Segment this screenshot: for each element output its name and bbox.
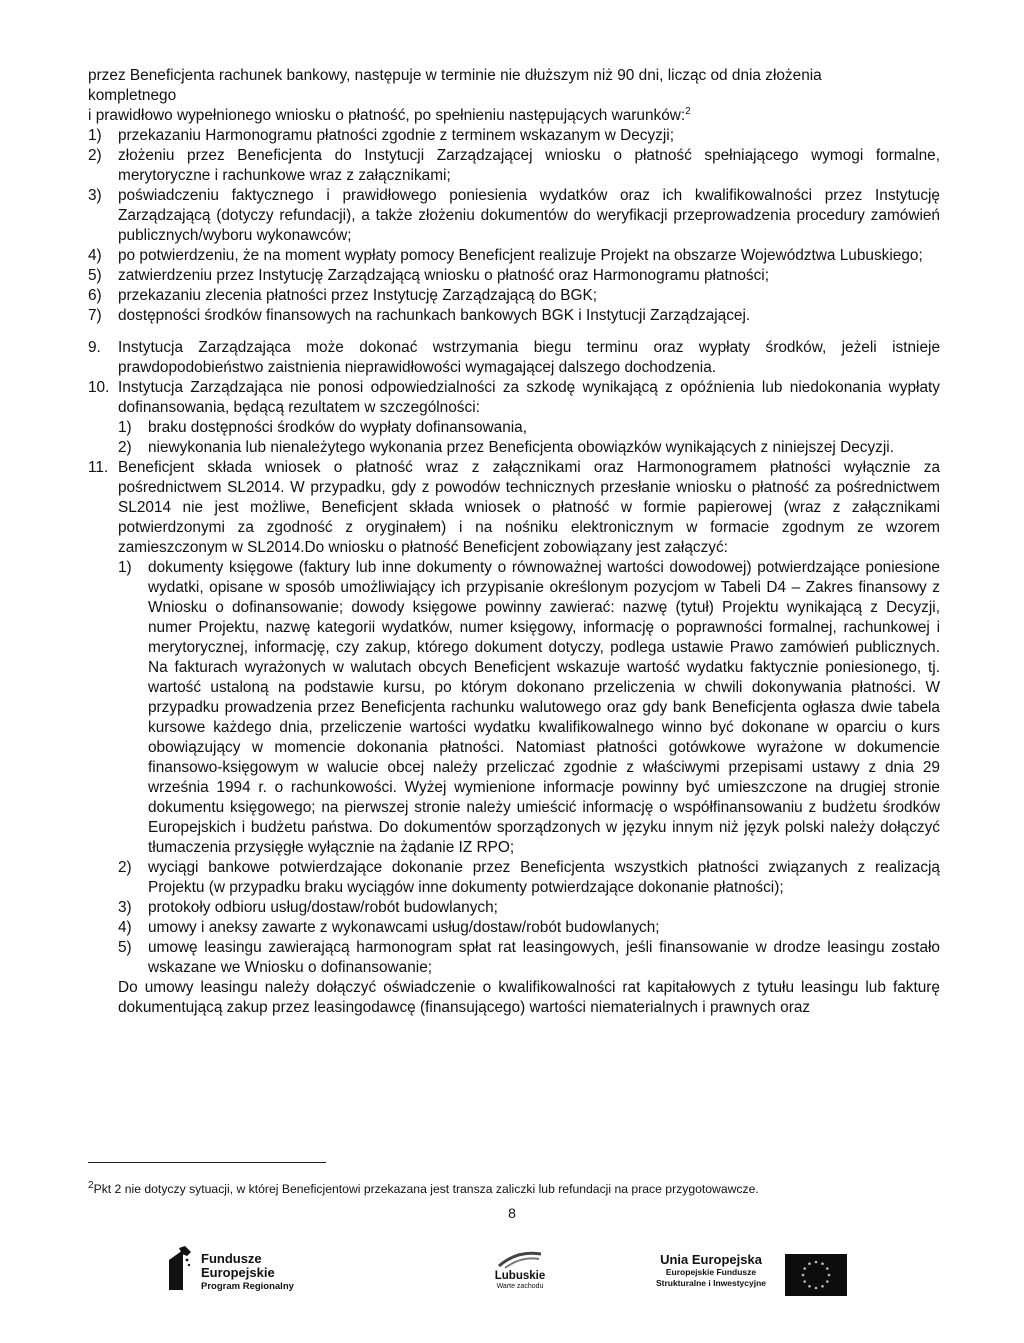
condition-number: 2) (88, 147, 102, 164)
list-item-text: braku dostępności środków do wypłaty dofinansowania, (148, 419, 528, 436)
condition-text: przekazaniu Harmonogramu płatności zgodnie z terminem wskazanym w Decyzji; (118, 127, 674, 144)
condition-item (88, 266, 940, 286)
condition-text: po potwierdzeniu, że na moment wypłaty pomocy Beneficjent realizuje Projekt na obszarze Województwa Lubuskiego; (118, 247, 923, 264)
condition-number: 7) (88, 307, 102, 324)
condition-item (88, 146, 940, 186)
fundusze-europejskie-logo (165, 1246, 335, 1298)
condition-text: poświadczeniu faktycznego i prawidłowego poniesienia wydatków oraz ich kwalifikowalności przez Instytucję Zarządzającą (dotyczy refundacji), a także złożeniu dokumentów do weryfikacji przeprowadzenia procedury zamówień publicznych/wyboru wykonawców; (118, 187, 940, 244)
fe-subtitle: Program Regionalny (201, 1281, 294, 1292)
paragraph-number: 11. (88, 459, 109, 476)
list-item (118, 898, 940, 918)
list-item-number: 5) (118, 939, 132, 956)
page-number: 8 (508, 1205, 516, 1221)
list-item-text: niewykonania lub nienależytego wykonania przez Beneficjenta obowiązków wynikających z niniejszej Decyzji. (148, 439, 894, 456)
paragraph-10 (88, 378, 940, 458)
condition-number: 3) (88, 187, 102, 204)
condition-item (88, 246, 940, 266)
fundusze-europejskie-icon (165, 1246, 191, 1292)
lubuskie-swoosh-icon (497, 1248, 543, 1270)
list-item (118, 858, 940, 898)
intro-line-2: kompletnego (88, 87, 177, 104)
paragraph-11 (88, 458, 940, 1018)
intro-line-3-text: i prawidłowo wypełnionego wniosku o płatność, po spełnieniu następujących warunków: (88, 107, 686, 124)
lubuskie-logo (465, 1248, 575, 1296)
list-item-number: 3) (118, 899, 132, 916)
paragraph-closing-text: Do umowy leasingu należy dołączyć oświadczenie o kwalifikowalności rat kapitałowych z tytułu leasingu lub fakturę dokumentującą zakup przez leasingodawcę (finansującego) wartości niematerialnych i prawnych oraz (118, 979, 940, 1016)
list-item (118, 938, 940, 978)
condition-text: złożeniu przez Beneficjenta do Instytucji Zarządzającej wniosku o płatność spełniającego wymogi formalne, merytoryczne i rachunkowe wraz z załącznikami; (118, 147, 940, 184)
paragraph-text: Beneficjent składa wniosek o płatność wraz z załącznikami oraz Harmonogramem płatności wyłącznie za pośrednictwem SL2014. W przypadku, gdy z powodów technicznych przesłanie wniosku o płatność za pośrednictwem SL2014 nie jest możliwe, Beneficjent składa wniosek o płatność w formie papierowej (wraz z załącznikami potwierdzonymi za zgodność z oryginałem) i na nośniku elektronicznym w formacie zgodnym ze wzorem zamieszczonym w SL2014.Do wniosku o płatność Beneficjent zobowiązany jest załączyć: (118, 459, 940, 556)
fe-title-line-1: Fundusze (201, 1251, 262, 1266)
list-item-text: umowę leasingu zawierającą harmonogram spłat rat leasingowych, jeśli finansowanie w drodze leasingu zostało wskazane we Wniosku o dofinansowanie; (148, 939, 940, 976)
condition-number: 1) (88, 127, 102, 144)
list-item-text: umowy i aneksy zawarte z wykonawcami usług/dostaw/robót budowlanych; (148, 919, 660, 936)
list-item-text: protokoły odbioru usług/dostaw/robót budowlanych; (148, 899, 498, 916)
list-item-number: 1) (118, 559, 132, 576)
footnote-separator (88, 1162, 326, 1163)
footnote (88, 1181, 948, 1197)
condition-number: 6) (88, 287, 102, 304)
document-body (88, 66, 940, 1018)
list-item (118, 418, 940, 438)
footnote-text: Pkt 2 nie dotyczy sytuacji, w której Beneficjentowi przekazana jest transza zaliczki lub refundacji na prace przygotowawcze. (93, 1182, 759, 1196)
list-item-number: 2) (118, 439, 132, 456)
list-item-number: 2) (118, 859, 132, 876)
condition-item (88, 286, 940, 306)
condition-number: 4) (88, 247, 102, 264)
condition-item (88, 306, 940, 326)
paragraph-number: 10. (88, 379, 110, 396)
list-item-text: dokumenty księgowe (faktury lub inne dokumenty o równoważnej wartości dowodowej) potwierdzające poniesione wydatki, opisane w sposób umożliwiający ich przypisanie określonym pozycjom w Tabeli D4 – Zakres finansowy z Wniosku o dofinansowanie; dowody księgowe powinny zawierać: nazwę (tytuł) Projektu wynikającą z Decyzji, numer Projektu, nazwę kategorii wydatków, numer księgowy, informację o poprawności formalnej, rachunkowej i merytorycznej, informację, czy zakup, którego dokument dotyczy, podlega ustawie Prawo zamówień publicznych. Na fakturach wyrażonych w walutach obcych Beneficjent wskazuje wartość wydatku faktycznie poniesionego, tj. wartość ustaloną na podstawie kursu, po którym dokonano przeliczenia w chwili dokonywania płatności. W przypadku prowadzenia przez Beneficjenta rachunku walutowego oraz gdy bank Beneficjenta ogłasza dwie tabela kursowe każdego dnia, przeliczenie wartości wydatku kwalifikowalnego winno być dokonane w oparciu o kurs obowiązujący w momencie dokonania płatności. Natomiast płatności gotówkowe wyrażone w dokumencie finansowo-księgowym w walucie obcej należy przeliczać zgodnie z właściwymi przepisami ustawy z dnia 29 września 1994 r. o rachunkowości. Wyżej wymienione informacje powinny być umieszczone na drugiej stronie dokumentu księgowego; na pierwszej stronie należy umieścić informację o współfinansowaniu z budżetu środków Europejskich i budżetu państwa. Do dokumentów sporządzonych w języku innym niż język polski należy dołączyć tłumaczenia przysięgłe wyłącznie na żądanie IZ RPO; (148, 559, 940, 856)
list-item (118, 438, 940, 458)
paragraph-text: Instytucja Zarządzająca może dokonać wstrzymania biegu terminu oraz wypłaty środków, jeżeli istnieje prawdopodobieństwo zaistnienia nieprawidłowości wymagającej dalszego dochodzenia. (118, 339, 940, 376)
footer-logos (0, 1232, 1024, 1342)
lubuskie-name: Lubuskie (494, 1270, 546, 1282)
paragraph-number: 9. (88, 339, 101, 356)
list-item-number: 4) (118, 919, 132, 936)
condition-text: przekazaniu zlecenia płatności przez Instytucję Zarządzającą do BGK; (118, 287, 598, 304)
condition-text: dostępności środków finansowych na rachunkach bankowych BGK i Instytucji Zarządzającej. (118, 307, 751, 324)
list-item (118, 918, 940, 938)
conditions-list (88, 126, 940, 326)
eu-flag-icon (785, 1254, 847, 1296)
condition-item (88, 186, 940, 246)
footnote-ref: 2 (685, 105, 691, 117)
condition-text: zatwierdzeniu przez Instytucję Zarządzającą wniosku o płatność oraz Harmonogramu płatności; (118, 267, 769, 284)
footnote-marker: 2 (88, 1179, 94, 1191)
list-item (118, 558, 940, 858)
list-item-number: 1) (118, 419, 132, 436)
paragraph-text: Instytucja Zarządzająca nie ponosi odpowiedzialności za szkodę wynikającą z opóźnienia lub niedokonania wypłaty dofinansowania, będącą rezultatem w szczególności: (118, 379, 940, 416)
ue-title: Unia Europejska (660, 1252, 762, 1267)
condition-item (88, 126, 940, 146)
intro-line-3 (88, 106, 940, 126)
fe-title-line-2: Europejskie (201, 1265, 275, 1280)
list-item-text: wyciągi bankowe potwierdzające dokonanie przez Beneficjenta wszystkich płatności związanych z realizacją Projektu (w przypadku braku wyciągów inne dokumenty potwierdzające dokonanie płatności); (148, 859, 940, 896)
condition-number: 5) (88, 267, 102, 284)
unia-europejska-logo (645, 1248, 855, 1300)
ue-subtitle-line-1: Europejskie Fundusze (665, 1267, 757, 1277)
ue-subtitle-line-2: Strukturalne i Inwestycyjne (655, 1278, 767, 1288)
paragraph-9 (88, 338, 940, 378)
intro-line-1: przez Beneficjenta rachunek bankowy, następuje w terminie nie dłuższym niż 90 dni, licząc od dnia złożenia (88, 67, 822, 84)
lubuskie-slogan: Warte zachodu (496, 1283, 544, 1290)
